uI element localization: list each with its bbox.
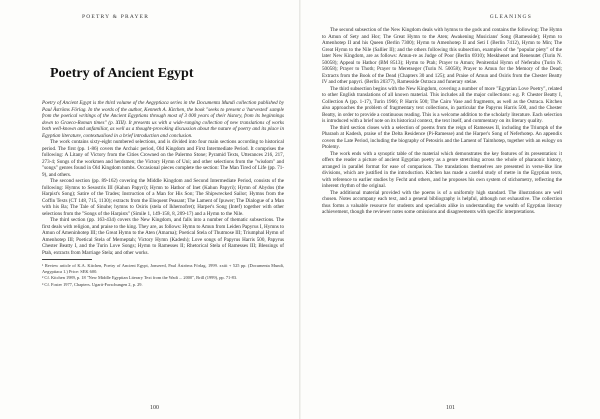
- right-page-number: 101: [446, 405, 455, 411]
- left-paragraph-2: The work contains sixty-eight numbered selections, and is divided into four main sections according to historical period. The first (pp. 1-86) covers the Archaic period, Old Kingdom and First Intermediate Period. It comprises the following: A Litany of Victory from the Cities Crowned on the Palermo Stone; Pyramid Texts, Utterances 216, 217, 273-4; Songs of the workmen and herdsmen; the Victory Hymn of Uni; and other selections from the "wisdom" and "songs" genres found in Old Kingdom tombs. Occasional pieces complete the section: The Man Tired of Life (pp. 71-9), and others.: [42, 139, 284, 178]
- right-page: [300, 0, 600, 419]
- article-title: Poetry of Ancient Egypt: [50, 66, 194, 81]
- right-paragraph-5: The additional material provided with the poems is of a uniformly high standard. The illustrations are well chosen. Notes accompany each text, and a general bibliography is helpful, although not exhaustive. The collection thus forms a valuable resource for students and specialists alike in understanding the wealth of Egyptian literary achievement, though the reviewer notes some omissions and disagreements with specific interpretations.: [322, 189, 562, 215]
- left-page-number: 100: [150, 405, 159, 411]
- right-paragraph-3: The third section closes with a selection of poems from the reign of Ramesses II, including the Triumph of the Pharaoh at Kadesh, praise of the Delta Residence (Pi-Ramesse) and the Harper's Song of Neferhotep. An appendix covers the Late Period, including the biography of Petosiris and the Lament of Taimhotep, together with an eulogy on Ptolemy.: [322, 124, 562, 150]
- left-running-head: POETRY & PRAYER: [82, 14, 150, 20]
- footnote-2: ² Cf. Kitchen 1989, p. 18 "New Middle Egyptian Literary Text from the Wadi ... 2000", Brill (1999), pp. 71-83.: [42, 275, 238, 281]
- footnote-3: ³ Cf. Foster 1977, Chapters. Ugarit-Forschungen 2, p. 29.: [42, 281, 143, 287]
- right-paragraph-1: The second subsection of the New Kingdom deals with hymns to the gods and contains the following: The Hymn to Amun of Sety and Hor; The Great Hymn to the Aten; Awakening Musicians' Song (Ramesside); Hymn to Amenhotep II and his Queen (Berlin 7300); Hymn to Amenhotep II and Seti I (Berlin 7412), Hymn to Min; The Great Hymn to the Nile (Sallier II); and the others following this subsection, examples of the "popular piety" of the later New Kingdom, are as follows: Amun-re as Judge of Poor (Berlin 6910); Meskhenet and Renenutet (Turin N. 50058); Appeal to Hathor (BM 8513); Hymn to Ptah; Prayer to Amun; Penitential Hymn of Neferabu (Turin N. 50058); Prayer to Thoth; Prayer to Meretseger (Turin N. 50058); Prayer to Amun for the Memory of the Dead; Extracts from the Book of the Dead (Chapters 30 and 125); and Praise of Amun and Osiris from the Chester Beatty IV and other papyri. (Berlin 20377), Ramesside Ostraca and funerary stelae.: [322, 27, 562, 85]
- right-running-head: GLEANINGS: [489, 14, 532, 20]
- right-paragraph-2: The third subsection begins with the New Kingdom, covering a number of more "Egyptian Love Poetry", related to other English translations of all known material. This includes all the major collections: e.g. P. Chester Beatty I, Collection A (pp. 1-17), Turin 1966; P. Harris 500; The Cairo Vase and fragments, as well as the Ostraca. Kitchen also approaches the problem of fragmentary text collections, in particular the Papyrus Harris 500, and the Chester Beatty, in order to provide a continuous reading. This is a welcome addition to the scholarly literature. Each selection is introduced with a brief note on its historical context, the text itself, and commentary on its literary quality.: [322, 85, 562, 124]
- right-paragraph-4: The work ends with a synoptic table of the material which demonstrates the key features of its presentation: it offers the reader a picture of ancient Egyptian poetry as a genre stretching across the whole of pharaonic history, arranged in parallel format for ease of comparison. The translations themselves are presented in verse-like line divisions, which are justified in the introduction. Kitchen has made a careful study of metre in the Egyptian texts, with reference to earlier studies by Fecht and others, and he proposes his own system of stichometry, reflecting the inherent rhythm of the original.: [322, 150, 562, 189]
- right-body: [322, 27, 562, 216]
- left-paragraph-1: Poetry of Ancient Egypt is the third volume of the Aegyptiaca series in the Documenta Mundi collection published by Paul Åströms Förlag. In the words of the author, Kenneth A. Kitchen, the book "seeks to present a 'harvested' sample from the poetical writings of the Ancient Egyptians through most of 3 000 years of their history, from its beginnings down to Graeco-Roman times" (p. XIII). It presents us with a wide-ranging collection of new translations of works both well-known and unfamiliar, as well as a thought-provoking discussion about the nature of poetry and its place in Egyptian literature, contextualised in a brief introduction and conclusion.: [42, 100, 284, 139]
- left-paragraph-3: The second section (pp. 89-162) covering the Middle Kingdom and Second Intermediate Period, consists of the following: Hymns to Sesostris III (Kahun Papyri); Hymn to Hathor of Inet (Kahun Papyri); Hymn of Abydos (the Harpist's Song); Satire of the Trades; Instruction of a Man for His Son; The Shipwrecked Sailor; Hymns from the Coffin Texts (CT 148, 715, 1130); extracts from the Eloquent Peasant; The Lament of Ipuwer; The Dialogue of a Man with his Ba; The Tale of Sinuhe; hymns to Osiris (stela of Ikhernofret); Harper's Song (Intef) together with other selections from the "Songs of the Harpists" (Simile 1, 149-158, 8, 209-17) and a Hymn to the Nile.: [42, 178, 284, 217]
- footnote-1: ¹ Review article of K.A. Kitchen, Poetry of Ancient Egypt, Jonsered, Paul Åströms Förlag, 1999. xxiii + 525 pp. (Documenta Mundi, Aegyptiaca 1.) Price: SEK 600.: [42, 263, 284, 274]
- left-paragraph-4: The third section (pp. 163-434) covers the New Kingdom, and falls into a number of thematic subsections. The first deals with religion, and praise to the king. They are, as follows: Hymn to Amun from Leiden Papyrus I, Hymns to Amun of Ameninhotep III; the Great Hymn to the Aten (Amarna); Poetical Stela of Thutmose III; Triumphal Hymn of Amenhotep III; Poetical Stela of Merneptah; Victory Hymn (Kadesh); Love songs of Papyrus Harris 500, Papyrus Chester Beatty I, and the Turin Love Songs; Hymn to Ramesses II; Rhetorical Stela of Ramesses III; Blessings of Ptah, extracts from Marriage Stela; and other works.: [42, 217, 284, 256]
- footnote-rule: [42, 259, 92, 260]
